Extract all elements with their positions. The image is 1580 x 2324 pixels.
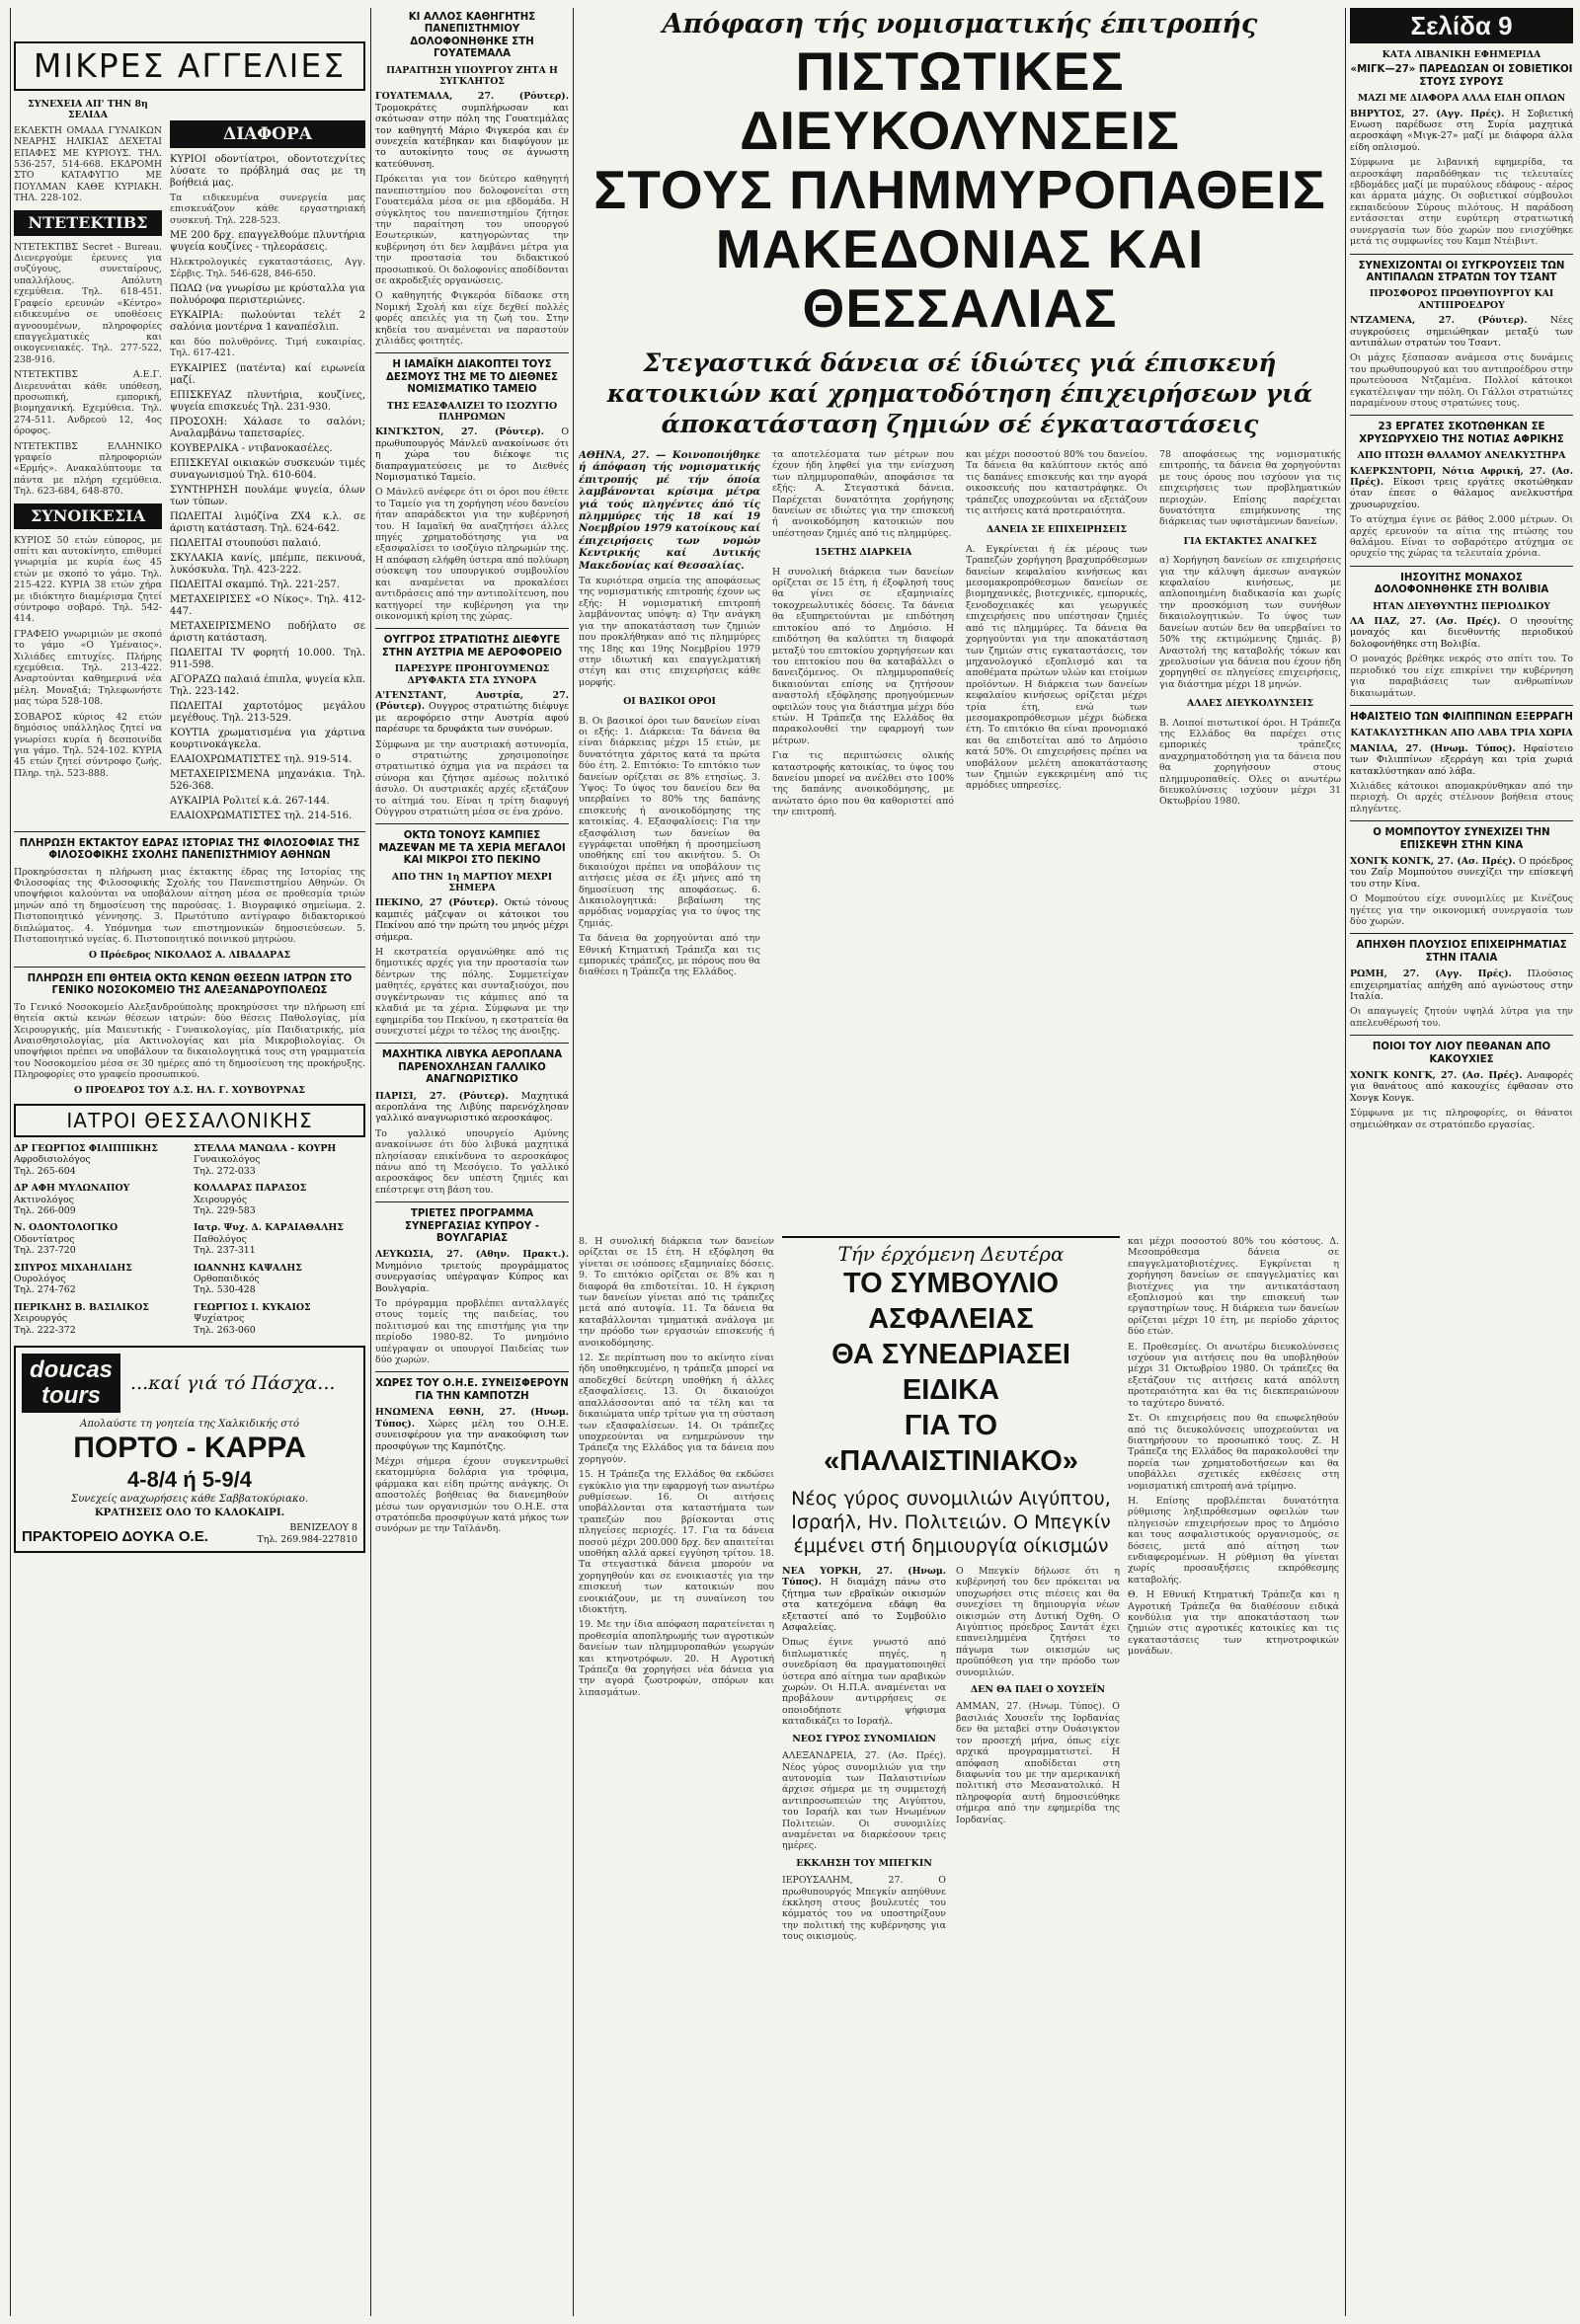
classified-text: ΣΟΒΑΡΟΣ κύριος 42 ετών δημόσιος υπάλληλος ζητεί να γνωρίσει κυρία ή δεσποινίδα για γάμο. Τηλ. 524-102. ΚΥΡΙΑ 45 ετών ζητεί σύντροφο ζωής. Πληρ. τηλ. 523-888. xyxy=(14,711,162,779)
story-dateline: ΝΤΖΑΜΕΝΑ, 27. (Ρόυτερ). xyxy=(1350,315,1528,327)
article-text: Στ. Οι επιχειρήσεις που θα επωφεληθούν από τις διευκολύνσεις υποχρεούνται να διατηρήσουν το προσωπικό τους. Ζ. Η Τράπεζα της Ελλάδος θα παρακολουθεί την πορεία των χρηματοδοτήσεων και θα υποβάλλει σχετικές εκθέσεις στη νομισματική επιτροπή ανά τρίμηνο. xyxy=(1128,1413,1339,1492)
story-subheadline: ΗΤΑΝ ΔΙΕΥΘΥΝΤΗΣ ΠΕΡΙΟΔΙΚΟΥ xyxy=(1373,600,1550,612)
misc-ad: ΕΠΙΣΚΕΥΑΖ πλυντήρια, κουζίνες, ψυγεία επισκευές Τηλ. 231-930. xyxy=(170,389,365,413)
story-headline: ΙΗΣΟΥΙΤΗΣ ΜΟΝΑΧΟΣ ΔΟΛΟΦΟΝΗΘΗΚΕ ΣΤΗ ΒΟΛΙΒΙΑ xyxy=(1374,572,1549,596)
story-subheadline: ΠΑΡΕΣΥΡΕ ΠΡΟΗΓΟΥΜΕΝΩΣ ΔΡΥΦΑΚΤΑ ΣΤΑ ΣΥΝΟΡΑ xyxy=(394,663,550,686)
article-text: 15. Η Τράπεζα της Ελλάδος θα εκδώσει εγκύκλιο για την εφαρμογή των ανωτέρω ρυθμίσεων. 16. Οι αιτήσεις υποβάλλονται στα καταστήματα των τραπεζών που βρίσκονται στις πληγείσες περιοχές. 17. Για τα δάνεια ποσού μέχρι 200.000 δρχ. δεν απαιτείται υποθήκη αλλά αρκεί εγγύηση τρίτου. 18. Τα στεγαστικά δάνεια μπορούν να χορηγηθούν και σε ενοικιαστές για την επισκευή των κατοικιών που ενοικιάζουν, με τη συναίνεση του ιδιοκτήτη. xyxy=(579,1469,774,1615)
un-story-body xyxy=(782,1566,1120,1947)
doctor-specialty: Χειρουργός xyxy=(14,1313,68,1325)
misc-ad: ΠΡΟΣΟΧΗ: Χάλασε το σαλόνι; Αναλαμβάνω ταπετσαρίες. xyxy=(170,416,365,439)
story-text: Ηφαίστειο των Φιλιππίνων εξερράγη και τρία χωριά κατακλύστηκαν από λάβα. xyxy=(1350,742,1573,777)
doctor-entry xyxy=(194,1302,365,1336)
story-headline: ΜΑΧΗΤΙΚΑ ΛΙΒΥΚΑ ΑΕΡΟΠΛΑΝΑ ΠΑΡΕΝΟΧΛΗΣΑΝ ΓΑΛΛΙΚΟ ΑΝΑΓΝΩΡΙΣΤΙΚΟ xyxy=(381,1049,563,1086)
main-subhead-basic-terms: ΟΙ ΒΑΣΙΚΟΙ ΟΡΟΙ xyxy=(623,696,716,708)
article-text: Θ. Η Εθνική Κτηματική Τράπεζα και η Αγροτική Τράπεζα θα διαθέσουν ειδικά κονδύλια για την αποκατάσταση των ζημιών στις αγροτικές κατοικίες και τις εγκαταστάσεις των κτηνοτροφικών μονάδων. xyxy=(1128,1589,1339,1658)
story-text: Η Σοβιετική Ενωση παρέδωσε στη Συρία μαχητικά αεροσκάφη «Μιγκ-27» μαζί με διάφορα άλλα είδη οπλισμού. xyxy=(1350,108,1573,153)
story-text: Ο ιησουίτης μοναχός και διευθυντής περιοδικού δολοφονήθηκε στη Βολιβία. xyxy=(1350,616,1573,650)
doctors-tab: ΙΑΤΡΟΙ ΘΕΣΣΑΛΟΝΙΚΗΣ xyxy=(14,1104,365,1137)
story-text: Ο πρωθυπουργός Μάνλεϋ ανακοίνωσε ότι η χώρα του διέκοψε τις διαπραγματεύσεις με το Διεθνές Νομισματικό Ταμείο. xyxy=(375,426,569,484)
story-dateline: ΡΩΜΗ, 27. (Αγγ. Πρές). xyxy=(1350,968,1512,980)
divider xyxy=(375,1043,569,1044)
story-subheadline: ΜΑΖΙ ΜΕ ΔΙΑΦΟΡΑ ΑΛΛΑ ΕΙΔΗ ΟΠΛΩΝ xyxy=(1357,93,1566,105)
un-headline-line-2: ΘΑ ΣΥΝΕΔΡΙΑΣΕΙ ΕΙΔΙΚΑ xyxy=(831,1339,1070,1406)
doctor-name: ΓΕΩΡΓΙΟΣ Ι. ΚΥΚΑΙΟΣ xyxy=(194,1301,311,1313)
doctor-phone: Τηλ. 222-372 xyxy=(14,1324,76,1336)
main-subhead-urgent-needs: ΓΙΑ ΕΚΤΑΚΤΕΣ ΑΝΑΓΚΕΣ xyxy=(1183,535,1317,547)
misc-ad: ΜΕΤΑΧΕΙΡΙΣΜΕΝΟ ποδήλατο σε άριστη κατάσταση. xyxy=(170,620,365,644)
story-headline: ΟΚΤΩ ΤΟΝΟΥΣ ΚΑΜΠΙΕΣ ΜΑΖΕΨΑΝ ΜΕ ΤΑ ΧΕΡΙΑ ΜΕΓΑΛΟΙ ΚΑΙ ΜΙΚΡΟΙ ΣΤΟ ΠΕΚΙΝΟ xyxy=(378,830,566,867)
article-text: Η συνολική διάρκεια των δανείων ορίζεται σε 15 έτη, ή έξοφλησή τους θα γίνει σε εξαμηνιαίες τοκοχρεωλυτικές δόσεις. Τα δάνεια θα εξυπηρετούνται με επιδότηση επιτοκίου από το Δημόσιο. Η επιδότηση θα καλύπτει τη διαφορά μεταξύ του επιτοκίου χορηγήσεων και του επιτοκίου που θα καταβάλλει ο δανειζόμενος. Οι πλημμυροπαθείς δικαιούνται επίσης να ζητήσουν αναστολή εξόφλησης προηγούμενων οφειλών τους για διάστημα μέχρι δύο ετών. Η Τράπεζα της Ελλάδος θα παρακολουθεί την εφαρμογή των μέτρων. xyxy=(772,566,954,746)
story-headline: 23 ΕΡΓΑΤΕΣ ΣΚΟΤΩΘΗΚΑΝ ΣΕ ΧΡΥΣΩΡΥΧΕΙΟ ΤΗΣ ΝΟΤΙΑΣ ΑΦΡΙΚΗΣ xyxy=(1359,422,1564,445)
travel-ad-phone: Τηλ. 269.984-227810 xyxy=(257,1533,357,1545)
story-text: Ο μοναχός βρέθηκε νεκρός στο σπίτι του. Το περιοδικό του είχε επικρίνει την κυβέρνηση για παραβιάσεις των ανθρωπίνων δικαιωμάτων. xyxy=(1350,654,1573,699)
doctor-entry xyxy=(194,1143,365,1177)
article-text: ΑΛΕΞΑΝΔΡΕΙΑ, 27. (Ασ. Πρές). Νέος γύρος συνομιλιών για την αυτονομία των Παλαιστινίων άρχισε σήμερα με τη συμμετοχή αντιπροσωπειών της Αιγύπτου, του Ισραήλ και των Ηνωμένων Πολιτειών. Οι συνομιλίες αναμένεται να διαρκέσουν τρεις ημέρες. xyxy=(782,1750,946,1852)
doctor-entry xyxy=(14,1222,186,1256)
article-text: 8. Η συνολική διάρκεια των δανείων ορίζεται σε 15 έτη. Η εξόφληση θα γίνεται σε ισόποσες εξαμηνιαίες δόσεις. 9. Το επιτόκιο ορίζεται σε 8% και η διαφορά θα επιδοτείται. 10. Η έγκριση των δανείων γίνεται από τις τράπεζες μετά από αυτοψία. 11. Τα δάνεια θα καταβάλλονται τμηματικά ανάλογα με την πρόοδο των εργασιών επισκευής ή ανοικοδόμησης. xyxy=(579,1236,774,1349)
misc-ad: ΕΥΚΑΙΡΙΕΣ (πατέντα) καί ειρωνεία μαζί. xyxy=(170,362,365,386)
doctor-phone: Τηλ. 229-583 xyxy=(194,1205,256,1216)
doctor-entry xyxy=(14,1183,186,1216)
classifieds-masthead: ΜΙΚΡΕΣ ΑΓΓΕΛΙΕΣ xyxy=(14,41,365,91)
story-text: Οκτώ τόνους καμπιές μάζεψαν οι κάτοικοι του Πεκίνου από την πρώτη του μηνός μέχρι σήμερα. xyxy=(375,897,569,943)
article-text: Β. Οι βασικοί όροι των δανείων είναι οι εξής: 1. Διάρκεια: Τα δάνεια θα είναι διάρκειας μέχρι 15 ετών, με δυνατότητα χάριτος κατά τα πρώτα δύο έτη. 2. Επιτόκιο: Το επιτόκιο των δανείων ορίζεται σε 8% ετησίως. 3. Ύψος: Το ύψος του δανείου δεν θα υπερβαίνει το 80% της δαπάνης επισκευής ή ανοικοδόμησης της κατοικίας. 4. Εξασφαλίσεις: Για την εξασφάλιση των δανείων θα εγγράφεται υποθήκη ή προσημείωση υποθήκης επί του ακινήτου. 5. Οι δικαιούχοι πρέπει να υποβάλουν τις αιτήσεις μέσα σε έξι μήνες από τη δημοσίευση της αποφάσεως. 6. Δικαιολογητικά: βεβαίωση της αρμόδιας νομαρχίας για το ύψος της ζημιάς. xyxy=(579,715,760,929)
article-text: και μέχρι ποσοστού 80% του κόστους. Δ. Μεσοπρόθεσμα δάνεια σε επαγγελματοβιοτέχνες. Εγκρίνεται η χορήγηση δανείων σε επαγγελματίες και βιοτέχνες για την αντικατάσταση εξοπλισμού και την επισκευή των εργαστηρίων τους. Η διάρκεια των δανείων ορίζεται μέχρι 10 έτη, με περίοδο χάριτος δύο ετών. xyxy=(1128,1236,1339,1338)
classified-text: ΝΤΕΤΕΚΤΙΒΣ Α.Ε.Γ. Διερευνάται κάθε υπόθεση, προσωπική, εμπορική, βιομηχανική. Εχεμύθεια. Τηλ. 274-511. Ανδρεού 12, 4ος όροφος. xyxy=(14,369,162,437)
classified-text: Ηλεκτρολογικές εγκαταστάσεις, Αγγ. Σέρβις. Τηλ. 546-628, 846-650. xyxy=(170,257,365,279)
un-story-column-2 xyxy=(956,1566,1120,1947)
story-dateline: ΗΝΩΜΕΝΑ ΕΘΝΗ, 27. (Ηνωμ. Τύπος). xyxy=(375,1407,569,1430)
doctors-directory xyxy=(14,1143,365,1336)
classified-text: ΓΡΑΦΕΙΟ γνωριμιών με σκοπό το γάμο «Ο Υμέναιος». Χιλιάδες επιτυχίες. Πλήρης εχεμύθεια. Τηλ. 213-422. Αναρτούνται καθημερινά νέα μέλη. Μοναξιά; Τηλεφωνήστε μας τώρα 528-108. xyxy=(14,628,162,708)
misc-ad: ΚΟΥΒΕΡΛΙΚΑ - ντιβανοκασέλες. xyxy=(170,442,333,454)
main-story-continuation-right xyxy=(1128,1236,1339,2316)
story-subheadline: ΑΠΟ ΠΤΩΣΗ ΘΑΛΑΜΟΥ ΑΝΕΛΚΥΣΤΗΡΑ xyxy=(1357,450,1566,462)
main-kicker: Απόφαση τής νομισματικής έπιτροπής xyxy=(662,9,1258,39)
misc-tab: ΔΙΑΦΟΡΑ xyxy=(170,120,365,148)
main-subhead-15-year: 15ΕΤΗΣ ΔΙΑΡΚΕΙΑ xyxy=(814,547,912,559)
article-text: Ε. Προθεσμίες. Οι ανωτέρω διευκολύνσεις ισχύουν για αιτήσεις που θα υποβληθούν μέχρι 31 Οκτωβρίου 1980. Οι τράπεζες θα εξετάζουν τις αιτήσεις κατά απόλυτη προτεραιότητα και θα τις διεκπεραιώνουν το ταχύτερο δυνατό. xyxy=(1128,1341,1339,1409)
misc-ad: ΣΚΥΛΑΚΙΑ κανίς, μπέμπε, πεκινουά, λυκόσκυλα. Τηλ. 423-222. xyxy=(170,552,365,576)
misc-ad: ΠΩΛΕΙΤΑΙ χαρτοτόμος μεγάλου μεγέθους. Τηλ. 213-529. xyxy=(170,700,365,724)
doctor-specialty: Οδοντίατρος xyxy=(14,1233,75,1245)
story-headline: ΟΥΓΓΡΟΣ ΣΤΡΑΤΙΩΤΗΣ ΔΙΕΦΥΓΕ ΣΤΗΝ ΑΥΣΤΡΙΑ ΜΕ ΑΕΡΟΦΟΡΕΙΟ xyxy=(381,635,563,658)
un-subhead-new-round: ΝΕΟΣ ΓΥΡΟΣ ΣΥΝΟΜΙΛΙΩΝ xyxy=(792,1733,936,1744)
story-text: Ο Μομπούτου είχε συνομιλίες με Κινέζους ηγέτες για την οικονομική συνεργασία των δύο χωρών. xyxy=(1350,893,1573,927)
notice-signature: Ο ΠΡΟΕΔΡΟΣ ΤΟΥ Δ.Σ. ΗΛ. Γ. ΧΟΥΒΟΥΡΝΑΣ xyxy=(73,1084,306,1096)
travel-ad-tagline: ...καί γιά τό Πάσχα... xyxy=(130,1372,336,1395)
story-text: Πρόκειται για τον δεύτερο καθηγητή πανεπιστημίου που δολοφονείται στη Γουατεμάλα μέσα σε μια εβδομάδα. Η σύγκλητος του πανεπιστημίου ζήτησε την παραίτηση του υπουργού Εσωτερικών, κατηγορώντας την κυβέρνηση ότι δεν λαμβάνει μέτρα για την προστασία του διδακτικού προσωπικού. Οι δολοφονίες αποδίδονται σε ακροδεξιές οργανώσεις. xyxy=(375,174,569,286)
main-story-column-1 xyxy=(579,449,760,982)
story-dateline: ΜΑΝΙΛΑ, 27. (Ηνωμ. Τύπος). xyxy=(1350,742,1516,754)
misc-ad: ΚΥΡΙΟΙ οδοντίατροι, οδοντοτεχνίτες λύσατε το πρόβλημά σας με τη βοήθειά μας. xyxy=(170,154,365,189)
main-story xyxy=(579,8,1341,1232)
misc-ad: ΠΩΛΩ (να γνωρίσω με κρύσταλλα για πολυόροφα περιστεριώνες. xyxy=(170,283,365,307)
doctor-entry xyxy=(194,1222,365,1256)
notice-doctors-positions: ΠΛΗΡΩΣΗ ΕΠΙ ΘΗΤΕΙΑ ΟΚΤΩ ΚΕΝΩΝ ΘΕΣΕΩΝ ΙΑΤΡΩΝ ΣΤΟ ΓΕΝΙΚΟ ΝΟΣΟΚΟΜΕΙΟ ΤΗΣ ΑΛΕΞΑΝΔΡΟΥΠΟΛΕΩΣ xyxy=(27,972,353,997)
foreign-news-column xyxy=(375,8,569,2316)
story-text: Μέχρι σήμερα έχουν συγκεντρωθεί εκατομμύρια δολάρια για τρόφιμα, φάρμακα και είδη πρώτης ανάγκης. Οι αποστολές βοήθειας θα διανεμηθούν μέσω των οργανισμών του Ο.Η.Ε. στα στρατόπεδα προσφύγων κατά μήκος των συνόρων με την Ταϊλάνδη. xyxy=(375,1455,569,1535)
main-story-column-4 xyxy=(1159,449,1341,982)
divider xyxy=(1350,254,1573,255)
story-text: Ουγγρος στρατιώτης διέφυγε με αεροφόρειο στην Αυστρία αφού παρέσυρε τα δρυφάκτα των συνόρων. xyxy=(375,701,569,736)
article-text: Α. Εγκρίνεται ή έκ μέρους των Τραπεζών χορήγηση βραχυπρόθεσμων δανείων κεφαλαίου κινήσεως και μεσομακροπρόθεσμων δανείων σε βιομηχανικές, βιοτεχνικές, εμπορικές, ξενοδοχειακές και γεωργικές επιχειρήσεις που υπέστησαν ζημιές από τις πλημμύρες. Τα δάνεια θα χορηγούνται για την αποκατάσταση των ζημιών στις εγκαταστάσεις, τον μηχανολογικό εξοπλισμό και τα αποθέματα πρώτων υλών και ετοίμων προϊόντων. Η διάρκεια των δανείων κεφαλαίου κινήσεως ορίζεται μέχρι τρία έτη, ενώ των μεσομακροπρόθεσμων μέχρι δώδεκα έτη. Το επιτόκιο θα είναι προνομιακό και θα επιδοτείται από το Δημόσιο κατά 50%. Οι επιχειρήσεις πρέπει να υποβάλουν μελέτη αποκατάστασης των ζημιών εγκεκριμένη από τις αρμόδιες υπηρεσίες. xyxy=(966,543,1147,792)
section-continuation-note: ΣΥΝΕΧΕΙΑ ΑΠ' ΤΗΝ 8η ΣΕΛΙΔΑ xyxy=(28,99,148,121)
doctor-name: ΔΡ ΑΦΗ ΜΥΛΩΝΑΙΙΟΥ xyxy=(14,1183,130,1195)
main-subhead-business-loans: ΔΑΝΕΙΑ ΣΕ ΕΠΙΧΕΙΡΗΣΕΙΣ xyxy=(986,524,1128,536)
story-dateline: ΚΙΝΓΚΣΤΟΝ, 27. (Ρόυτερ). xyxy=(375,426,545,438)
column-rule xyxy=(1345,8,1346,2316)
divider xyxy=(375,1371,569,1372)
story-kicker: ΚΑΤΑ ΛΙΒΑΝΙΚΗ ΕΦΗΜΕΡΙΔΑ xyxy=(1382,49,1541,60)
doctor-name: Ν. ΟΔΟΝΤΟΛΟΓΙΚΟ xyxy=(14,1222,118,1234)
story-text: Μαχητικά αεροπλάνα της Λιβύης παρενόχλησαν γαλλικό αναγνωριστικό αεροσκάφος. xyxy=(375,1090,569,1124)
doctor-entry xyxy=(14,1263,186,1296)
misc-ad: ΑΓΟΡΑΖΩ παλαιά έπιπλα, ψυγεία κλπ. Τηλ. 223-142. xyxy=(170,673,365,697)
doctor-specialty: Ψυχίατρος xyxy=(194,1313,245,1325)
misc-ad: ΜΕ 200 δρχ. επαγγελθούμε πλυντήρια ψυγεία κουζίνες - τηλεοράσεις. xyxy=(170,230,365,254)
travel-ad-contact xyxy=(258,1522,358,1545)
article-text: τα αποτελέσματα των μέτρων που έχουν ήδη ληφθεί για την ενίσχυση των πλημμυροπαθών, αποφάσισε τα εξής: Α. Στεγαστικά δάνεια. Παρέχεται δυνατότητα χορήγησης δανείων σε ιδιώτες για την επισκευή ή ανοικοδόμηση κατοικιών που υπέστησαν ζημιές από τις πλημμύρες. xyxy=(772,449,954,539)
misc-ads-list xyxy=(170,154,365,822)
un-kicker: Τήν έρχόμενη Δευτέρα xyxy=(837,1242,1065,1266)
story-text: Νέες συγκρούσεις σημειώθηκαν μεταξύ των αντιπάλων στρατών του Τσαντ. xyxy=(1350,315,1573,349)
misc-ad: ΜΕΤΑΧΕΙΡΙΣΕΣ «Ο Νίκος». Τηλ. 412-447. xyxy=(170,593,365,617)
classifieds-left-subcolumn xyxy=(14,99,162,825)
doctor-name: ΣΤΕΛΛΑ ΜΑΝΩΛΑ - ΚΟΥΡΗ xyxy=(194,1142,337,1154)
classified-text: ΝΤΕΤΕΚΤΙΒΣ ΕΛΛΗΝΙΚΟ γραφείο πληροφοριών «Ερμής». Ανακαλύπτουμε τα πάντα με πλήρη εχεμύθεια. Τηλ. 623-684, 648-870. xyxy=(14,440,162,498)
column-rule xyxy=(573,8,574,2316)
divider xyxy=(1350,415,1573,416)
main-headline-line-2: ΣΤΟΥΣ ΠΛΗΜΜΥΡΟΠΑΘΕΙΣ xyxy=(593,159,1326,220)
main-subhead-other-facilities: ΑΛΛΕΣ ΔΙΕΥΚΟΛΥΝΣΕΙΣ xyxy=(1187,698,1313,710)
story-text: Το πρόγραμμα προβλέπει ανταλλαγές στους τομείς της παιδείας, του πολιτισμού και της επιστήμης για την περίοδο 1980-82. Το μνημόνιο υπέγραψαν οι υπουργοί Παιδείας των δύο χωρών. xyxy=(375,1298,569,1366)
doctor-specialty: Ακτινολόγος xyxy=(14,1194,74,1205)
story-text: Οι μάχες ξέσπασαν ανάμεσα στις δυνάμεις του πρωθυπουργού και του αντιπροέδρου στην πρωτεύουσα Ντζαμένα. Πολλοί κάτοικοι εγκατέλειψαν την πόλη. Οι Γάλλοι στρατιώτες παραμένουν στους στρατώνες τους. xyxy=(1350,352,1573,409)
travel-ad-address: ΒΕΝΙΖΕΛΟΥ 8 xyxy=(289,1522,357,1534)
doctor-specialty: Αφροδισιολόγος xyxy=(14,1154,91,1166)
article-text: α) Χορήγηση δανείων σε επιχειρήσεις για την κάλυψη άμεσων αναγκών κεφαλαίου κινήσεως, με απλοποιημένη διαδικασία και χωρίς την προσκόμιση των συνήθων δικαιολογητικών. Το ύψος των δανείων αυτών δεν θα υπερβαίνει το 50% της εκτιμώμενης ζημιάς. β) Αναστολή της καταβολής τόκων και χρεολυσίων για δάνεια που έχουν ήδη χορηγηθεί σε πληγείσες επιχειρήσεις, για διάστημα μέχρι 18 μηνών. xyxy=(1159,555,1341,690)
divider xyxy=(1350,705,1573,706)
classified-text: ΚΥΡΙΟΣ 50 ετών εύπορος, με σπίτι και αυτοκίνητο, επιθυμεί γνωριμία με κυρία έως 45 ετών με σκοπό το γάμο. Τηλ. 215-422. ΚΥΡΙΑ 38 ετών χήρα με ιδιόκτητο διαμέρισμα ζητεί σύντροφο σοβαρό. Τηλ. 542-414. xyxy=(14,534,162,625)
misc-ad: ΕΠΙΣΚΕΥΑΙ οικιακών συσκευών τιμές συναγωνισμού Τηλ. 610-604. xyxy=(170,457,365,481)
divider xyxy=(375,628,569,629)
logo-bottom: tours xyxy=(41,1382,102,1410)
un-story xyxy=(782,1236,1120,2316)
doctor-name: ΠΕΡΙΚΛΗΣ Β. ΒΑΣΙΛΙΚΟΣ xyxy=(14,1301,149,1313)
story-dateline: ΠΑΡΙΣΙ, 27. (Ρόυτερ). xyxy=(375,1090,509,1102)
article-text: ΑΜΜΑΝ, 27. (Ηνωμ. Τύπος). Ο βασιλιάς Χουσεΐν της Ιορδανίας δεν θα μεταβεί στην Ουάσιγκτον τον προσεχή μήνα, όπως είχε αρχικά προγραμματιστεί. Η απόφαση αποδίδεται στη διαφωνία του με την αμερικανική πολιτική στο Μεσανατολικό. Η πληροφορία αυτή δημοσιεύθηκε σήμερα από την εφημερίδα της Ιορδανίας. xyxy=(956,1701,1120,1825)
travel-ad-weekly: Συνεχείς αναχωρήσεις κάθε Σαββατοκύριακο. xyxy=(70,1494,309,1506)
story-text: Ο πρόεδρος του Ζαΐρ Μομπούτου συνεχίζει την επίσκεψή του στην Κίνα. xyxy=(1350,855,1573,890)
doctor-specialty: Ουρολόγος xyxy=(14,1274,66,1285)
misc-ad: ΜΕΤΑΧΕΙΡΙΣΜΕΝΑ μηχανάκια. Τηλ. 526-368. xyxy=(170,768,365,792)
article-text: και μέχρι ποσοστού 80% του δανείου. Τα δάνεια θα καλύπτουν εκτός από τις δαπάνες επισκευής και την αγορά οικοσκευής που καταστράφηκε. Οι τράπεζες υποχρεούνται να εξετάζουν τις αιτήσεις κατά προτεραιότητα. xyxy=(966,449,1147,517)
classified-text: ΕΚΛΕΚΤΗ ΟΜΑΔΑ ΓΥΝΑΙΚΩΝ ΝΕΑΡΗΣ ΗΛΙΚΙΑΣ ΔΕΧΕΤΑΙ ΕΠΑΦΕΣ ΜΕ ΚΥΡΙΟΥΣ. ΤΗΛ. 536-257, 514-668. ΕΚΔΡΟΜΗ ΣΤΟ ΚΑΤΑΦΥΓΙΟ ΜΕ ΠΟΥΛΜΑΝ ΚΑΘΕ ΚΥΡΙΑΚΗ. ΤΗΛ. 228-102. xyxy=(14,124,162,204)
doctor-specialty: Χειρουργός xyxy=(194,1194,248,1205)
notice-text: Προκηρύσσεται η πλήρωση μιας έκτακτης έδρας της Ιστορίας της Φιλοσοφίας της Φιλοσοφικής Σχολής του Πανεπιστημίου Αθηνών. Οι υποψήφιοι καλούνται να υποβάλουν αίτηση μέσα σε προθεσμία τριών μηνών από τη δημοσίευση της παρούσας. 1. Βιογραφικό σημείωμα. 2. Πιστοποιητικό γέννησης. 3. Πρωτότυπο αντίγραφο διδακτορικού διπλώματος. 4. Υπόμνημα των επιστημονικών δημοσιεύσεων. 5. Πιστοποιητικό υγείας. 6. Πιστοποιητικό ποινικού μητρώου. xyxy=(14,866,365,946)
divider xyxy=(14,967,365,968)
article-text: Όπως έγινε γνωστό από διπλωματικές πηγές, η συνεδρίαση θα πραγματοποιηθεί ύστερα από αίτημα των αραβικών χωρών. Οι Η.Π.Α. αναμένεται να προβάλουν αντιρρήσεις σε οποιοδήποτε ψήφισμα καταδικάζει το Ισραήλ. xyxy=(782,1637,946,1728)
story-headline: ΑΠΗΧΘΗ ΠΛΟΥΣΙΟΣ ΕΠΙΧΕΙΡΗΜΑΤΙΑΣ ΣΤΗΝ ΙΤΑΛΙΑ xyxy=(1356,940,1567,964)
notice-signature: Ο Πρόεδρος ΝΙΚΟΛΑΟΣ Α. ΛΙΒΑΔΑΡΑΣ xyxy=(88,949,291,961)
classified-text: Τα ειδικευμένα συνεργεία μας επισκευάζουν κάθε εργαστηριακή συσκευή. Τηλ. 228-523. xyxy=(170,193,365,226)
travel-ad-season: ΚΡΑΤΗΣΕΙΣ ΟΛΟ ΤΟ ΚΑΛΟΚΑΙΡΙ. xyxy=(94,1506,285,1518)
story-headline: ΣΥΝΕΧΙΖΟΝΤΑΙ ΟΙ ΣΥΓΚΡΟΥΣΕΙΣ ΤΩΝ ΑΝΤΙΠΑΛΩΝ ΣΤΡΑΤΩΝ ΤΟΥ ΤΣΑΝΤ xyxy=(1358,260,1565,283)
divider xyxy=(14,831,365,832)
story-subheadline: ΑΠΟ ΤΗΝ 1η ΜΑΡΤΙΟΥ ΜΕΧΡΙ ΣΗΜΕΡΑ xyxy=(391,871,553,894)
misc-ad: ΠΩΛΕΙΤΑΙ TV φορητή 10.000. Τηλ. 911-598. xyxy=(170,647,365,670)
story-headline: Ο ΜΟΜΠΟΥΤΟΥ ΣΥΝΕΧΙΖΕΙ ΤΗΝ ΕΠΙΣΚΕΨΗ ΣΤΗΝ ΚΙΝΑ xyxy=(1373,827,1550,851)
main-deck: Στεγαστικά δάνεια σέ ίδιώτες γιά έπισκευή κατοικιών καί χρηματοδότηση έπιχειρήσεων γιά άποκατάσταση ζημιών σέ έγκαταστάσεις xyxy=(606,349,1313,438)
doctor-phone: Τηλ. 274-762 xyxy=(14,1284,76,1296)
story-text: Σύμφωνα με την αυστριακή αστυνομία, ο στρατιώτης χρησιμοποίησε στρατιωτικό όχημα για να περάσει τα σύνορα και ζήτησε αμέσως πολιτικό άσυλο. Οι αυστριακές αρχές εξετάζουν το αίτημά του. Είναι η τρίτη διαφυγή Ούγγρου στρατιώτη μέσα σε ένα χρόνο. xyxy=(375,738,569,817)
classifieds-right-subcolumn xyxy=(170,99,365,825)
story-dateline: ΛΕΥΚΩΣΙΑ, 27. (Αθην. Πρακτ.). xyxy=(375,1249,569,1261)
un-dateline: ΝΕΑ ΥΟΡΚΗ, 27. (Ηνωμ. Τύπος). xyxy=(782,1566,946,1588)
main-headline-line-1: ΠΙΣΤΩΤΙΚΕΣ ΔΙΕΥΚΟΛΥΝΣΕΙΣ xyxy=(740,40,1180,161)
doctor-phone: Τηλ. 237-720 xyxy=(14,1245,76,1257)
misc-ad: ΕΥΚΑΙΡΙΑ: πωλούνται τελέτ 2 σαλόνια μοντέρνα 1 καναπέσλιπ. xyxy=(170,310,365,334)
misc-ad: ΠΩΛΕΙΤΑΙ σκαμπό. Τηλ. 221-257. xyxy=(170,579,340,590)
doucas-tours-logo xyxy=(22,1354,120,1413)
doctor-entry xyxy=(194,1263,365,1296)
column-rule xyxy=(370,8,371,2316)
classified-text: και δύο πολυθρόνες. Τιμή ευκαιρίας. Τηλ. 617-421. xyxy=(170,337,365,359)
cohabitation-tab: ΣΥΝΟΙΚΕΣΙΑ xyxy=(14,504,162,529)
divider xyxy=(1350,566,1573,567)
doctor-name: Ιατρ. Ψυχ. Δ. ΚΑΡΑΙΑΘΑΛΗΣ xyxy=(194,1222,344,1234)
doctor-entry xyxy=(14,1143,186,1177)
travel-advertisement xyxy=(14,1346,365,1553)
doctor-specialty: Γυναικολόγος xyxy=(194,1154,261,1166)
misc-ad: ΣΥΝΤΗΡΗΣΗ πουλάμε ψυγεία, όλων των τύπων. xyxy=(170,484,365,507)
story-text: Μνημόνιο τριετούς προγράμματος συνεργασίας υπέγραψαν Κύπρος και Βουλγαρία. xyxy=(375,1260,569,1294)
un-story-header xyxy=(782,1236,1120,1558)
divider xyxy=(1350,933,1573,934)
doctor-phone: Τηλ. 272-033 xyxy=(194,1165,256,1177)
story-text: Ο καθηγητής Φιγκερόα δίδασκε στη Νομική Σχολή και είχε δεχθεί πολλές φορές απειλές για τη ζωή του. Στην κηδεία του αναμένεται να παραστούν χιλιάδες φοιτητές. xyxy=(375,290,569,347)
story-dateline: ΒΗΡΥΤΟΣ, 27. (Αγγ. Πρές). xyxy=(1350,108,1505,119)
story-subheadline: ΤΗΣ ΕΞΑΣΦΑΛΙΖΕΙ ΤΟ ΙΣΟΖΥΓΙΟ ΠΛΗΡΩΜΩΝ xyxy=(386,400,558,423)
doctor-name: ΣΠΥΡΟΣ ΜΙΧΑΗΛΙΔΗΣ xyxy=(14,1262,132,1274)
article-text: Για τις περιπτώσεις ολικής καταστροφής κατοικίας, το ύψος του δανείου μπορεί να ανέλθει στο 100% της δαπάνης ανοικοδόμησης, με ανώτατο όριο που θα καθοριστεί από την επιτροπή. xyxy=(772,750,954,818)
classified-text: ΝΤΕΤΕΚΤΙΒΣ Secret - Bureau. Διενεργούμε έρευνες για συζύγους, συνεταίρους, υπαλλήλους. Απόλυτη εχεμύθεια. Τηλ. 618-451. Γραφείο ερευνών «Κέντρο» ειδικευμένο σε υποθέσεις αγνοουμένων, πληροφορίες επαγγελματικές και οικογενειακές. Τηλ. 277-522, 238-916. xyxy=(14,241,162,365)
story-dateline: ΚΛΕΡΚΣΝΤΟΡΠ, Νότια Αφρική, 27. (Ασ. Πρές). xyxy=(1350,465,1573,488)
un-text: Η διαμάχη πάνω στο ζήτημα των εβραϊκών οικισμών στα κατεχόμενα εδάφη θα εξεταστεί από το Συμβούλιο Ασφαλείας. xyxy=(782,1577,946,1634)
story-text: Σύμφωνα με λιβανική εφημερίδα, τα αεροσκάφη παραδόθηκαν τις τελευταίες εβδομάδες μαζί με πυραύλους εδάφους - αέρος και άρματα μάχης. Οι σοβιετικοί σύμβουλοι εκπαιδεύουν Σύρους πιλότους. Η παράδοση εντάσσεται στην ευρύτερη στρατιωτική συνεργασία των δύο χωρών που ενισχύθηκε μετά τις συμφωνίες του Καμπ Ντέιβιντ. xyxy=(1350,157,1573,248)
classifieds-top-row xyxy=(14,99,365,825)
un-headline-line-3: ΓΙΑ ΤΟ «ΠΑΛΑΙΣΤΙΝΙΑΚΟ» xyxy=(824,1410,1078,1477)
article-text: Β. Λοιποί πιστωτικοί όροι. Η Τράπεζα της Ελλάδος θα παρέχει στις εμπορικές τράπεζες αναχρηματοδότηση για τα δάνεια που θα χορηγήσουν στους πλημμυροπαθείς. Ολες οι ανωτέρω διευκολύνσεις ισχύουν μέχρι 31 Οκτωβρίου 1980. xyxy=(1159,717,1341,808)
detectives-tab: ΝΤΕΤΕΚΤΙΒΣ xyxy=(14,210,162,236)
main-story-body xyxy=(579,449,1341,982)
misc-ad: ΚΟΥΤΙΑ χρωματισμένα για χάρτινα κουρτινοκάγκελα. xyxy=(170,727,365,750)
main-story-continuation-left xyxy=(579,1236,774,2316)
story-headline: «ΜΙΓΚ—27» ΠΑΡΕΔΩΣΑΝ ΟΙ ΣΟΒΙΕΤΙΚΟΙ ΣΤΟΥΣ ΣΥΡΟΥΣ xyxy=(1350,64,1573,88)
story-text: Ο Μάνλεϋ ανέφερε ότι οι όροι που έθετε το Ταμείο για τη χορήγηση νέου δανείου ήταν απαράδεκτοι για την κυβέρνησή του. Η Ιαμαϊκή θα αναζητήσει άλλες πηγές χρηματοδότησης για να εξασφαλίσει το ισοζύγιο πληρωμών της. Η απόφαση ελήφθη ύστερα από πολύωρη σύσκεψη του υπουργικού συμβουλίου και αναμένεται να προκαλέσει αντιδράσεις από την αντιπολίτευση, που κατηγορεί την κυβέρνηση για την οικονομική κρίση της χώρας. xyxy=(375,487,569,622)
story-dateline: ΠΕΚΙΝΟ, 27 (Ρόυτερ). xyxy=(375,897,499,909)
article-text: 12. Σε περίπτωση που το ακίνητο είναι ήδη υποθηκευμένο, η τράπεζα μπορεί να αποδεχθεί δεύτερη υποθήκη ή άλλες εξασφαλίσεις. 13. Οι δικαιούχοι απαλλάσσονται από τα τέλη και τα δικαιώματα υπέρ τρίτων για τη σύσταση των εξασφαλίσεων. 14. Οι τράπεζες υποχρεούνται να ενημερώνουν την Τράπεζα της Ελλάδος για τα δάνεια που χορηγούν. xyxy=(579,1353,774,1465)
doctor-phone: Τηλ. 530-428 xyxy=(194,1284,256,1296)
divider xyxy=(1350,1035,1573,1036)
main-story-column-2 xyxy=(772,449,954,982)
doctor-phone: Τηλ. 265-604 xyxy=(14,1165,76,1177)
un-subhead-hussein: ΔΕΝ ΘΑ ΠΑΕΙ Ο ΧΟΥΣΕΪΝ xyxy=(970,1684,1106,1696)
divider xyxy=(375,823,569,824)
travel-ad-brand-row xyxy=(22,1354,357,1413)
article-text: 19. Με την ίδια απόφαση παρατείνεται η προθεσμία αποπληρωμής των αγροτικών δανείων των πλημμυροπαθών γεωργών και κτηνοτρόφων. 20. Η Αγροτική Τράπεζα θα χορηγήσει νέα δάνεια για την αγορά ζωοτροφών, σπόρων και λιπασμάτων. xyxy=(579,1619,774,1698)
story-text: Σύμφωνα με τις πληροφορίες, οι θάνατοι σημειώθηκαν σε στρατόπεδο εργασίας. xyxy=(1350,1108,1573,1130)
notice-text: Το Γενικό Νοσοκομείο Αλεξανδρούπολης προκηρύσσει την πλήρωση επί θητεία οκτώ κενών θέσεων ιατρών: δύο θέσεις Παθολογίας, μία Χειρουργικής, μία Μαιευτικής - Γυναικολογίας, μία Παιδιατρικής, μία Αναισθησιολογίας, μία Ακτινολογίας και μία Μικροβιολογίας. Οι υποψήφιοι πρέπει να υποβάλουν τα δικαιολογητικά τους στη γραμματεία του Νοσοκομείου μέσα σε 30 ημέρες από τη δημοσίευση της προκήρυξης. Πληροφορίες στο γραφείο προσωπικού. xyxy=(14,1001,365,1081)
story-text: Είκοσι τρεις εργάτες σκοτώθηκαν όταν έπεσε ο θάλαμος ανελκυστήρα χρυσωρυχείου. xyxy=(1350,477,1573,510)
main-headline-line-3: ΜΑΚΕΔΟΝΙΑΣ ΚΑΙ ΘΕΣΣΑΛΙΑΣ xyxy=(715,218,1205,339)
story-subheadline: ΠΡΟΣΦΟΡΟΣ ΠΡΩΘΥΠΟΥΡΓΟΥ ΚΑΙ ΑΝΤΙΠΡΟΕΔΡΟΥ xyxy=(1369,288,1554,311)
misc-ad: ΕΛΑΙΟΧΡΩΜΑΤΙΣΤΕΣ τηλ. 919-514. xyxy=(170,753,353,765)
story-headline: ΗΦΑΙΣΤΕΙΟ ΤΩΝ ΦΙΛΙΠΠΙΝΩΝ ΕΞΕΡΡΑΓΗ xyxy=(1350,711,1573,723)
article-text: 78 αποφάσεως της νομισματικής επιτροπής, τα δάνεια θα χορηγούνται με τους όρους που ισχύουν για τις επιχειρήσεις των προβληματικών περιοχών. Επίσης παρέχεται δυνατότητα επιμήκυνσης της διάρκειας των υφιστάμενων δανείων. xyxy=(1159,449,1341,528)
doctor-specialty: Ορθοπαιδικός xyxy=(194,1274,260,1285)
story-text: Η εκστρατεία οργανώθηκε από τις δημοτικές αρχές για την προστασία των δέντρων της πόλης. Συμμετείχαν μαθητές, εργάτες και συνταξιούχοι, που συγκέντρωναν τις κάμπιες από τα κλαδιά με τα χέρια. Σύμφωνα με την εφημερίδα του Πεκίνου, η εκστρατεία θα συνεχιστεί μέχρι το τέλος της άνοιξης. xyxy=(375,947,569,1037)
doctor-entry xyxy=(14,1302,186,1336)
story-dateline: ΧΟΝΓΚ ΚΟΝΓΚ, 27. (Ασ. Πρές). xyxy=(1350,855,1516,867)
story-headline: Η ΙΑΜΑΪΚΗ ΔΙΑΚΟΠΤΕΙ ΤΟΥΣ ΔΕΣΜΟΥΣ ΤΗΣ ΜΕ ΤΟ ΔΙΕΘΝΕΣ ΝΟΜΙΣΜΑΤΙΚΟ ΤΑΜΕΙΟ xyxy=(385,359,558,396)
travel-ad-hotel: ΠΟΡΤΟ - ΚΑΡΡΑ xyxy=(73,1432,306,1465)
story-headline: ΚΙ ΑΛΛΟΣ ΚΑΘΗΓΗΤΗΣ ΠΑΝΕΠΙΣΤΗΜΙΟΥ ΔΟΛΟΦΟΝΗΘΗΚΕ ΣΤΗ ΓΟΥΑΤΕΜΑΛΑ xyxy=(408,12,536,60)
un-subhead-begin-appeal: ΕΚΚΛΗΣΗ ΤΟΥ ΜΠΕΓΚΙΝ xyxy=(796,1857,932,1869)
edge-rule xyxy=(10,8,11,2316)
article-text: Ο Μπεγκίν δήλωσε ότι η κυβέρνησή του δεν πρόκειται να υποχωρήσει στις πιέσεις και θα συνεχίσει τη δημιουργία νέων οικισμών στη Δυτική Όχθη. Ο Αιγύπτιος πρόεδρος Σαντάτ έχει επανειλημμένα ζητήσει το πάγωμα των οικισμών ως προϋπόθεση για την πρόοδο των συνομιλιών. xyxy=(956,1566,1120,1678)
travel-ad-office: ΠΡΑΚΤΟΡΕΙΟ ΔΟΥΚΑ Ο.Ε. xyxy=(22,1528,208,1546)
un-headline-line-1: ΤΟ ΣΥΜΒΟΥΛΙΟ ΑΣΦΑΛΕΙΑΣ xyxy=(842,1268,1060,1335)
story-subheadline: ΠΑΡΑΙΤΗΣΗ ΥΠΟΥΡΓΟΥ ΖΗΤΑ Η ΣΥΓΚΛΗΤΟΣ xyxy=(386,64,558,88)
story-dateline: ΛΑ ΠΑΖ, 27. (Ασ. Πρές). xyxy=(1350,616,1501,628)
doctor-phone: Τηλ. 266-009 xyxy=(14,1205,76,1216)
divider xyxy=(375,352,569,353)
travel-ad-dates: 4-8/4 ή 5-9/4 xyxy=(127,1467,252,1493)
classifieds-column xyxy=(14,8,365,2316)
story-text: Χιλιάδες κάτοικοι απομακρύνθηκαν από την περιοχή. Οι αρχές στέλνουν βοήθεια στους πληγέντες. xyxy=(1350,780,1573,814)
story-text: Το γαλλικό υπουργείο Αμύνης ανακοίνωσε ότι δύο λιβυκά μαχητικά πλησίασαν επικίνδυνα το αεροσκάφος πάνω από τη Μεσόγειο. Το γαλλικό αεροσκάφος δεν υπέστη ζημιές και επέστρεψε στη βάση του. xyxy=(375,1127,569,1196)
doctor-entry xyxy=(194,1183,365,1216)
divider xyxy=(1350,820,1573,821)
misc-ad: ΠΩΛΕΙΤΑΙ στουπούσι παλαιό. xyxy=(170,537,322,549)
un-story-column-1 xyxy=(782,1566,946,1947)
main-story-column-3 xyxy=(966,449,1147,982)
story-text: Το ατύχημα έγινε σε βάθος 2.000 μέτρων. Οι αρχές ερευνούν τα αίτια της πτώσης του θαλάμου. Είναι το σοβαρότερο ατύχημα σε ορυχείο της χώρας τα τελευταία χρόνια. xyxy=(1350,514,1573,560)
doctor-phone: Τηλ. 237-311 xyxy=(194,1245,256,1257)
misc-ad: ΕΛΑΙΟΧΡΩΜΑΤΙΣΤΕΣ τηλ. 214-516. xyxy=(170,810,353,821)
main-lead: ΑΘΗΝΑ, 27. — Κοινοποιήθηκε ή άπόφαση τής νομισματικής έπιτροπής μέ τήν όποία λαμβάνονται κρίσιμα μέτρα γιά τούς πληγέντες άπό τίς πλημμύρες τής 18 καί 19 Νοεμβρίου 1979 κατοίκους καί έπιχειρήσεις των νομών Κεντρικής καί Δυτικής Μακεδονίας καί Θεσσαλίας. xyxy=(579,449,760,572)
story-text: Χώρες μέλη του Ο.Η.Ε. συνεισφέρουν για την ανακούφιση των προσφύγων της Καμπότζης. xyxy=(375,1418,569,1452)
article-text: Τα δάνεια θα χορηγούνται από την Εθνική Κτηματική Τράπεζα και τις εμπορικές τράπεζες, με πόρους που θα διαθέσει η Τράπεζα της Ελλάδος. xyxy=(579,933,760,978)
story-headline: ΠΟΙΟΙ ΤΟΥ ΛΙΟΥ ΠΕΘΑΝΑΝ ΑΠΟ ΚΑΚΟΥΧΙΕΣ xyxy=(1372,1042,1551,1065)
travel-ad-intro: Απολαύστε τη γοητεία της Χαλκιδικής στό xyxy=(79,1419,300,1431)
misc-ad: ΑΥΚΑΙΡΙΑ Ρολιτεί κ.ά. 267-144. xyxy=(170,795,330,807)
travel-ad-footer xyxy=(22,1522,357,1545)
divider xyxy=(375,1201,569,1202)
story-text: Οι απαγωγείς ζητούν υψηλά λύτρα για την απελευθέρωσή του. xyxy=(1350,1006,1573,1029)
doctor-name: ΔΡ ΓΕΩΡΓΙΟΣ ΦΙΛΙΠΠΙΚΗΣ xyxy=(14,1142,158,1154)
article-text: ΙΕΡΟΥΣΑΛΗΜ, 27. Ο πρωθυπουργός Μπεγκίν απηύθυνε έκκληση στους βουλευτές του κόμματός του να υποστηρίξουν την πολιτική της κυβέρνησης για τους οικισμούς. xyxy=(782,1875,946,1943)
page-label: Σελίδα 9 xyxy=(1350,8,1573,43)
story-headline: ΧΩΡΕΣ ΤΟΥ Ο.Η.Ε. ΣΥΝΕΙΣΦΕΡΟΥΝ ΓΙΑ ΤΗΝ ΚΑΜΠΟΤΖΗ xyxy=(375,1378,569,1402)
logo-top: doucas xyxy=(30,1356,114,1384)
story-dateline: ΧΟΝΓΚ ΚΟΝΓΚ, 27. (Ασ. Πρές). xyxy=(1350,1070,1523,1082)
doctor-name: ΚΟΛΛΑΡΑΣ ΠΑΡΑΣΟΣ xyxy=(194,1183,307,1195)
notice-philosophy-chair: ΠΛΗΡΩΣΗ ΕΚΤΑΚΤΟΥ ΕΔΡΑΣ ΙΣΤΟΡΙΑΣ ΤΗΣ ΦΙΛΟΣΟΦΙΑΣ ΤΗΣ ΦΙΛΟΣΟΦΙΚΗΣ ΣΧΟΛΗΣ ΠΑΝΕΠΙΣΤΗΜΙΟΥ ΑΘΗΝΩΝ xyxy=(19,837,360,862)
story-text: Πλούσιος επιχειρηματίας απήχθη από αγνώστους στην Ιταλία. xyxy=(1350,968,1573,1003)
story-text: Τρομοκράτες συμπλήρωσαν και σκότωσαν στην πόλη της Γουατεμάλας τον καθηγητή Μάριο Φιγκερόα και έν συνεχεία κατέβηκαν και διαφύγουν με το αυτοκίνητο τους σε άγνωστη κατεύθυνση. xyxy=(375,102,569,170)
story-headline: ΤΡΙΕΤΕΣ ΠΡΟΓΡΑΜΜΑ ΣΥΝΕΡΓΑΣΙΑΣ ΚΥΠΡΟΥ - ΒΟΥΛΓΑΡΙΑΣ xyxy=(405,1208,539,1244)
doctor-name: ΙΩΑΝΝΗΣ ΚΑΨΑΛΗΣ xyxy=(194,1262,302,1274)
story-dateline: Α'ΓΕΝΣΤΑΝΤ, Αυστρία, 27. (Ρόυτερ). xyxy=(375,689,569,713)
right-news-column xyxy=(1350,8,1573,2316)
article-text: Τα κυριότερα σημεία της αποφάσεως της νομισματικής επιτροπής έχουν ως εξής: Η νομισματική επιτροπή λαμβάνοντας υπόψη: α) Την ανάγκη για την αποκατάσταση των ζημιών που προκλήθηκαν από τις πλημμύρες της 18ης και 19ης Νοεμβρίου 1979 στην ιδιωτική και επαγγελματική στέγη και στις επιχειρήσεις κάθε μορφής. xyxy=(579,576,760,688)
story-subheadline: ΚΑΤΑΚΛΥΣΤΗΚΑΝ ΑΠΟ ΛΑΒΑ ΤΡΙΑ ΧΩΡΙΑ xyxy=(1350,728,1573,739)
article-text: Η. Επίσης προβλέπεται δυνατότητα ρύθμισης ληξιπρόθεσμων οφειλών των πληγεισών επιχειρήσεων προς το Δημόσιο και τους ασφαλιστικούς οργανισμούς, σε δόσεις, μετά από αίτηση των ενδιαφερομένων. Η ρύθμιση θα γίνεται χωρίς προσαυξήσεις εκπρόθεσμης καταβολής. xyxy=(1128,1495,1339,1586)
un-deck: Νέος γύρος συνομιλιών Αιγύπτου, Ισραήλ, Ην. Πολιτειών. Ο Μπεγκίν έμμένει στή δημιουργία οίκισμών xyxy=(791,1488,1111,1557)
misc-ad: ΠΩΛΕΙΤΑΙ λιμόζίνα ZX4 κ.λ. σε άριστη κατάσταση. Τηλ. 624-642. xyxy=(170,510,365,534)
story-text: Αναφορές για θανάτους από κακουχίες έφθασαν στο Χονγκ Κονγκ. xyxy=(1350,1070,1573,1104)
story-dateline: ΓΟΥΑΤΕΜΑΛΑ, 27. (Ρόυτερ). xyxy=(375,91,569,103)
doctor-specialty: Παθολόγος xyxy=(194,1233,247,1245)
doctor-phone: Τηλ. 263-060 xyxy=(194,1324,256,1336)
